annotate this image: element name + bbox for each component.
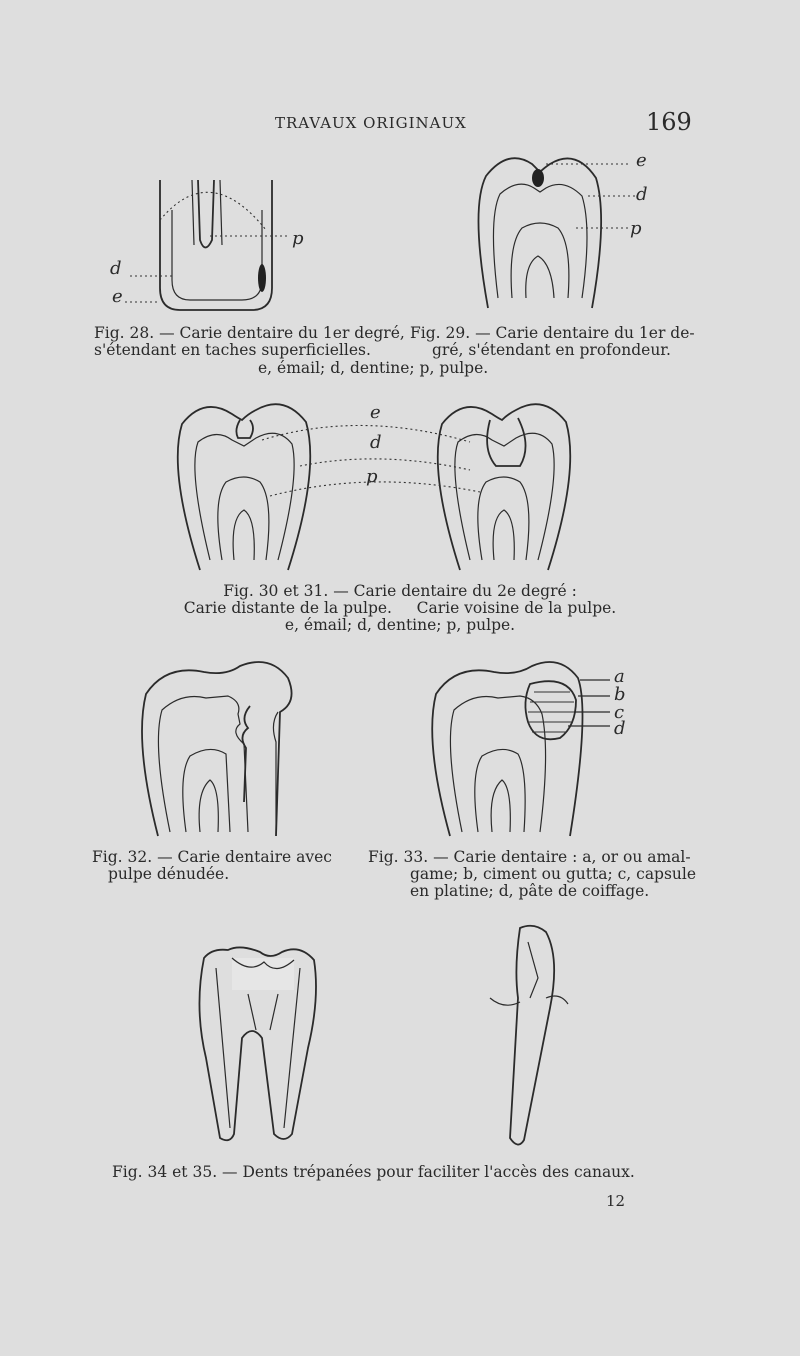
fig32-illustration <box>130 652 320 842</box>
fig29-label-e: e <box>636 150 647 171</box>
fig28-29-legend: e, émail; d, dentine; p, pulpe. <box>258 359 489 377</box>
fig30-31-caption-line2: Carie distante de la pulpe. Carie voisine de la pulpe. <box>183 599 617 617</box>
fig28-caption-line2: s'étendant en taches superficielles. <box>94 341 371 359</box>
fig33-label-c: c <box>614 702 625 723</box>
fig33-caption-line3: en platine; d, pâte de coiffage. <box>410 882 650 900</box>
fig30-31-leader-lines <box>0 0 800 600</box>
fig32-caption-line1: Fig. 32. — Carie dentaire avec <box>92 848 332 866</box>
fig30-31-caption-line1: Fig. 30 et 31. — Carie dentaire du 2e degré : <box>223 582 577 600</box>
page-number: 169 <box>646 108 692 136</box>
fig29-caption-line1: Fig. 29. — Carie dentaire du 1er de- <box>410 324 695 342</box>
fig30-31-label-p: p <box>366 466 378 487</box>
fig35-illustration <box>480 918 590 1158</box>
fig33-caption <box>368 849 696 900</box>
running-head: TRAVAUX ORIGINAUX <box>275 114 467 132</box>
fig29-label-p: p <box>630 218 642 239</box>
fig28-label-p: p <box>292 228 304 249</box>
fig30-31-label-e: e <box>370 402 381 423</box>
signature-mark: 12 <box>606 1192 626 1210</box>
fig28-label-d: d <box>110 258 122 279</box>
fig30-31-caption-line3: e, émail; d, dentine; p, pulpe. <box>284 616 516 634</box>
fig33-label-a: a <box>614 666 625 687</box>
fig30-31-label-d: d <box>370 432 382 453</box>
fig32-caption <box>92 849 332 883</box>
fig29-label-d: d <box>636 184 648 205</box>
fig28-caption-line1: Fig. 28. — Carie dentaire du 1er degré, <box>94 324 405 342</box>
fig34-illustration <box>190 938 340 1148</box>
fig33-label-b: b <box>614 684 626 705</box>
fig29-caption-line2: gré, s'étendant en profondeur. <box>432 341 671 359</box>
fig32-caption-line2: pulpe dénudée. <box>108 865 230 883</box>
fig33-label-d: d <box>614 718 626 739</box>
fig34-35-caption: Fig. 34 et 35. — Dents trépanées pour faciliter l'accès des canaux. <box>112 1163 635 1181</box>
fig33-caption-line1: Fig. 33. — Carie dentaire : a, or ou amal- <box>368 848 691 866</box>
fig33-caption-line2: game; b, ciment ou gutta; c, capsule <box>410 865 697 883</box>
fig28-label-e: e <box>112 286 123 307</box>
fig30-31-caption <box>60 583 740 634</box>
